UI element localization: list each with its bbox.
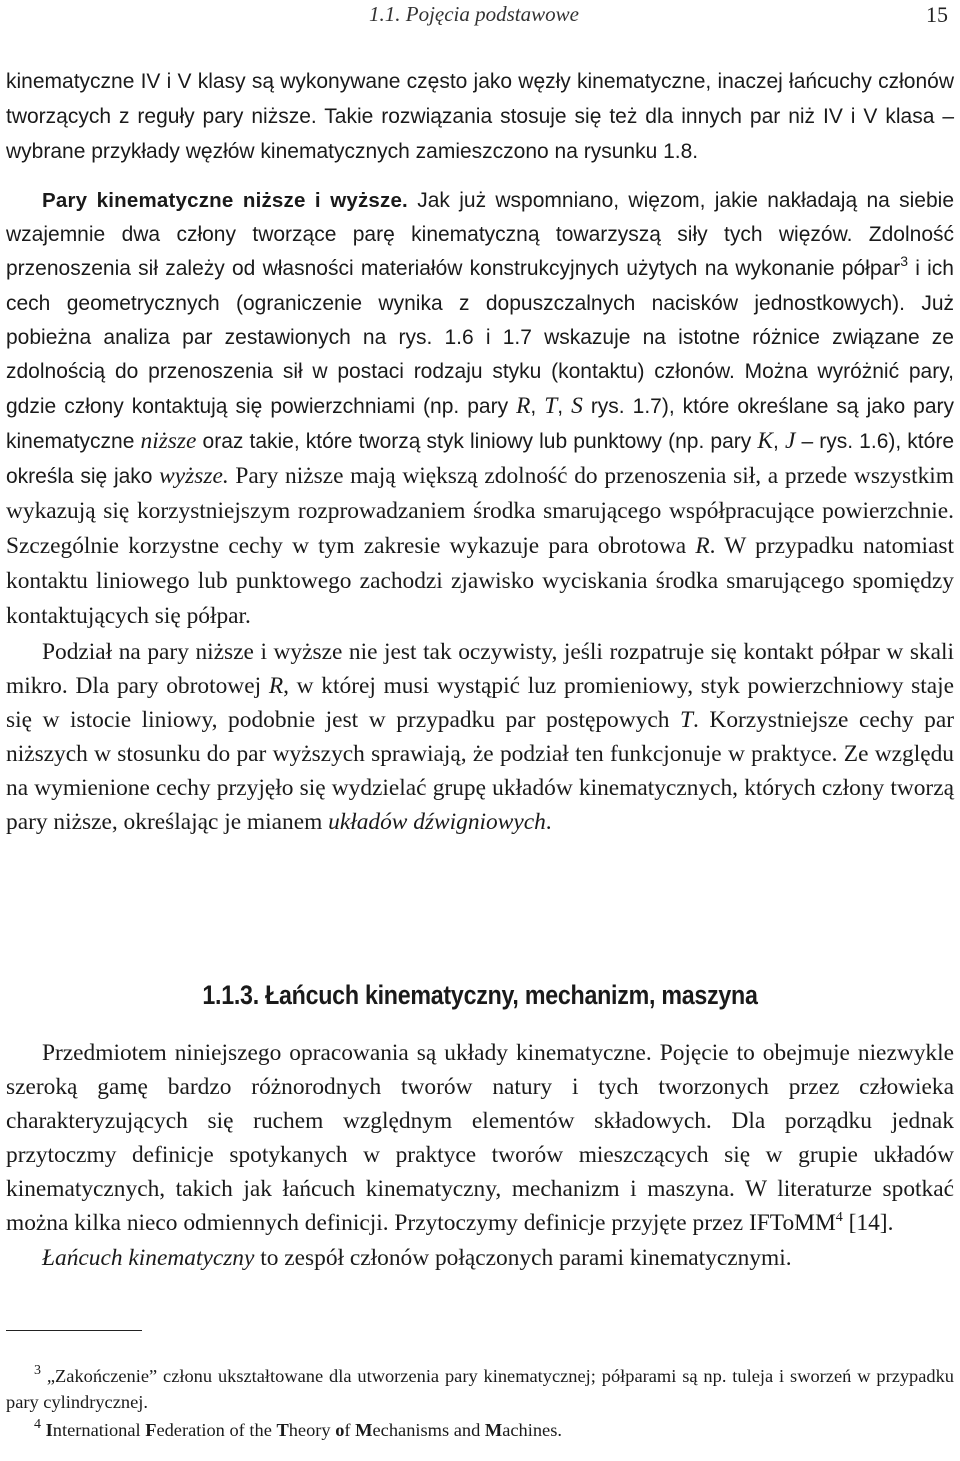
footnote-text: heory	[288, 1420, 336, 1440]
separator: ,	[530, 394, 545, 418]
footnote-ref: 3	[900, 253, 908, 270]
acronym-letter: F	[145, 1420, 157, 1440]
acronym-letter: M	[355, 1420, 373, 1440]
running-header	[0, 0, 960, 30]
acronym-letter: o	[335, 1420, 345, 1440]
paragraph-text: Pary niższe mają większą zdolność do przenoszenia sił, a przede wszystkim wykazują się korzystniejszym rozprowadzaniem środka smarującego współpracujące powierzchnie. Szczególnie korzystne cechy w tym zakresie wykazuje para obrotowa	[6, 463, 954, 560]
symbol-S: S	[571, 392, 583, 419]
body-text-upper	[6, 64, 954, 839]
symbol-R: R	[268, 672, 284, 699]
paragraph-lead-heading: Pary kinematyczne niższe i wyższe.	[42, 189, 408, 213]
paragraph-text: [14].	[842, 1210, 894, 1237]
footnote-mark: 3	[34, 1362, 41, 1378]
footnote-text: „Zakończenie” członu ukształtowane dla utworzenia pary kinematycznej; półparami są np. tuleja i sworzeń w przypadku pary cylindrycznej.	[6, 1366, 954, 1412]
paragraph-text: rys. 1.7), które określane są jako pary kinematyczne	[6, 394, 954, 453]
paragraph-definition	[6, 1241, 954, 1275]
body-text-lower	[6, 1036, 954, 1275]
paragraph-text: – rys. 1.6), które określa się jako	[6, 429, 954, 489]
paragraph-text: oraz takie, które tworzą styk liniowy lub punktowy (np. pary	[196, 429, 758, 453]
paragraph-text: Podział na pary niższe i wyższe nie jest tak oczywisty, jeśli rozpatruje się kontakt półpar w skali mikro. Dla pary obrotowej	[6, 638, 954, 699]
paragraph-continuation	[6, 64, 954, 169]
paragraph-text: . W przypadku natomiast kontaktu liniowego lub punktowego zachodzi zjawisko wyciskania środka smarującego spomiędzy kontaktujących się półpar.	[6, 533, 954, 630]
footnote-divider	[6, 1330, 142, 1331]
paragraph-text: Przedmiotem niniejszego opracowania są układy kinematyczne. Pojęcie to obejmuje niezwykle szeroką gamę bardzo różnorodnych tworów natury i tych tworzonych przez człowieka charakteryzujących się ruchem względnym elementów składowych. Dla porządku jednak przytoczmy definicje spotykanych w praktyce tworów mieszczących się w grupie układów kinematycznych, takich jak łańcuch kinematyczny, mechanizm i maszyna. W literaturze spotkać można kilka nieco odmiennych definicji. Przytoczymy definicje przyjęte przez IFToMM	[6, 1040, 954, 1237]
separator: ,	[772, 429, 785, 453]
symbol-J: J	[784, 427, 796, 454]
term-nizsze: niższe	[140, 427, 197, 454]
paragraph-pairs-lower-higher	[6, 184, 954, 634]
page-number: 15	[926, 2, 948, 27]
running-title: 1.1. Pojęcia podstawowe	[369, 2, 579, 26]
paragraph-text: . Korzystniejsze cechy par niższych w stosunku do par wyższych sprawiają, że podział ten funkcjonuje w praktyce. Ze względu na wymienione cechy przyjęło się wydzielać grupę układów kinematycznych, których człony tworzą pary niższe, określając je mianem	[6, 706, 954, 835]
symbol-R: R	[516, 392, 531, 419]
footnote-text: achines.	[502, 1420, 562, 1440]
paragraph-text: to zespół członów połączonych parami kinematycznymi.	[254, 1244, 792, 1271]
footnote-text: ederation of the	[156, 1420, 277, 1440]
symbol-R: R	[695, 533, 710, 560]
section-heading: 1.1.3. Łańcuch kinematyczny, mechanizm, maszyna	[202, 980, 758, 1010]
symbol-T: T	[679, 706, 693, 733]
acronym-letter: T	[276, 1420, 289, 1440]
acronym-letter: M	[484, 1420, 503, 1440]
term-wyzsze: wyższe.	[159, 463, 229, 490]
paragraph-text: kinematyczne IV i V klasy są wykonywane często jako węzły kinematyczne, inaczej łańcuchy członów tworzących z reguły pary niższe. Takie rozwiązania stosuje się też dla innych par niż IV i V klasa – wybrane przykłady węzłów kinematycznych zamieszczono na rysunku 1.8.	[6, 70, 954, 164]
footnote-text: nternational	[52, 1420, 146, 1440]
footnotes	[6, 1363, 954, 1443]
symbol-T: T	[544, 392, 558, 419]
acronym-letter: I	[45, 1420, 53, 1440]
footnote-text: echanisms and	[372, 1420, 485, 1440]
symbol-K: K	[757, 427, 773, 454]
paragraph-text: .	[545, 808, 552, 835]
footnote-3	[6, 1363, 954, 1415]
footnote-text: f	[344, 1420, 356, 1440]
defined-term: Łańcuch kinematyczny	[42, 1244, 255, 1271]
paragraph-text: i ich cech geometrycznych (ograniczenie wynika z dopuszczalnych nacisków jednostkowych). Już pobieżna analiza par zestawionych na rys. 1.6 i 1.7 wskazuje na istotne różnice związane ze zdolnością do przenoszenia sił w postaci rodzaju styku (kontaktu) członów. Można wyróżnić pary, gdzie człony kontaktują się powierzchniami (np. pary	[6, 257, 954, 418]
paragraph-text: , w której musi wystąpić luz promieniowy, styk powierzchniowy staje się w istocie liniowy, podobnie jest w przypadku par postępowych	[6, 672, 954, 733]
footnote-ref: 4	[835, 1209, 843, 1225]
paragraph-intro	[6, 1036, 954, 1241]
footnote-4	[6, 1417, 954, 1443]
paragraph-text: Jak już wspomniano, więzom, jakie nakładają na siebie wzajemnie dwa człony tworzące parę kinematyczną towarzyszą siły tych więzów. Zdolność przenoszenia sił zależy od własności materiałów konstrukcyjnych użytych na wykonanie półpar	[6, 189, 954, 281]
footnote-mark: 4	[34, 1416, 41, 1432]
term-uklady-dzwigniowe: układów dźwigniowych	[328, 808, 546, 835]
paragraph-micro-scale	[6, 635, 954, 840]
separator: ,	[557, 394, 572, 418]
